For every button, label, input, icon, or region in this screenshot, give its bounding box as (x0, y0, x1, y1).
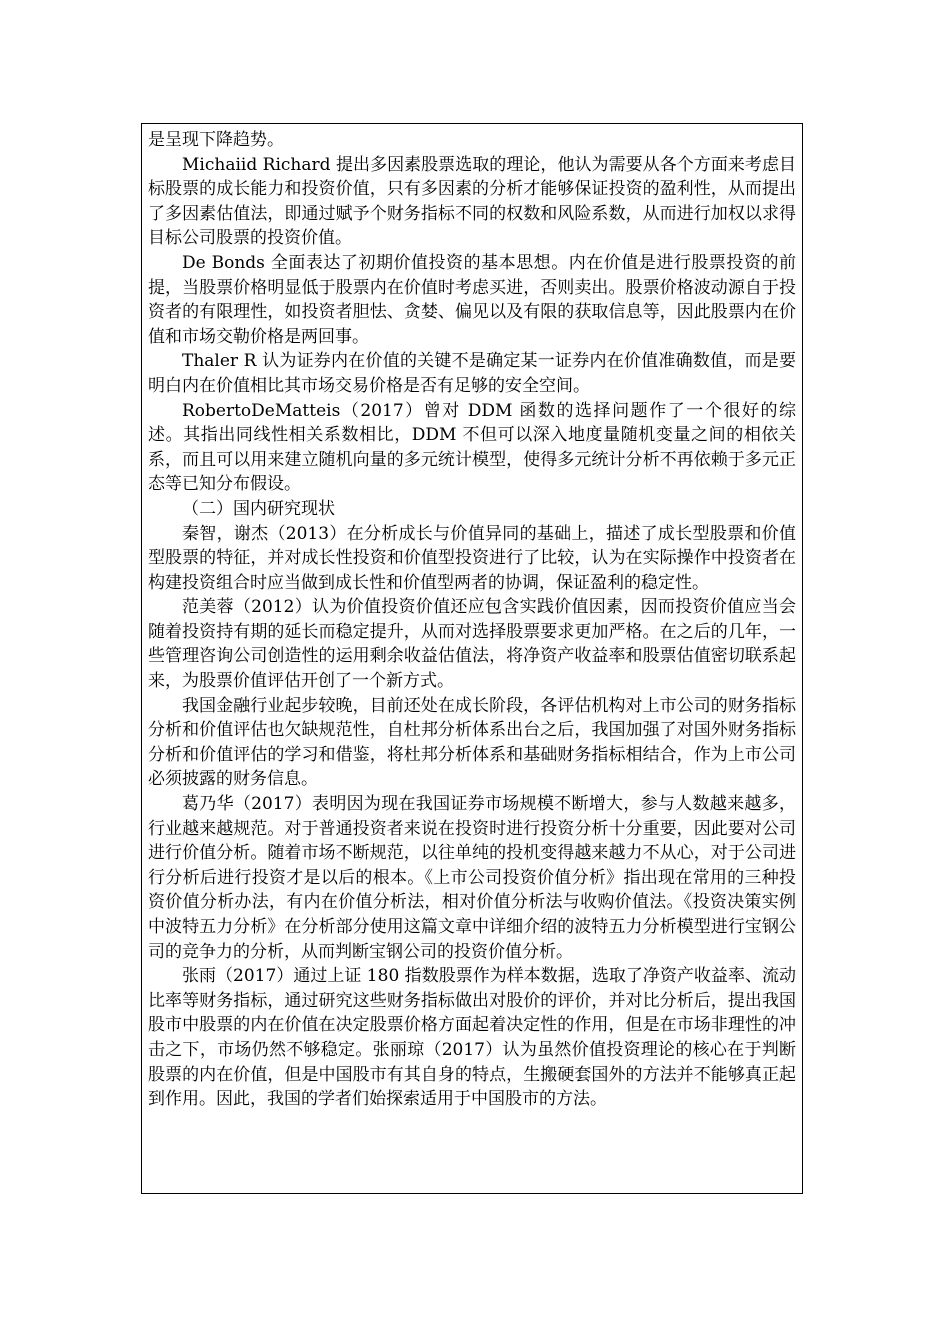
paragraph-thaler: Thaler R 认为证券内在价值的关键不是确定某一证券内在价值准确数值，而是要明白内在价值相比其市场交易价格是否有足够的安全空间。 (148, 351, 796, 396)
paragraph-qin-zhi: 秦智，谢杰（2013）在分析成长与价值异同的基础上，描述了成长型股票和价值型股票的特征，并对成长性投资和价值型投资进行了比较，认为在实际操作中投资者在构建投资组合时应当做到成长性和价值型两者的协调，保证盈利的稳定性。 (148, 523, 796, 593)
paragraph-de-bonds: De Bonds 全面表达了初期价值投资的基本思想。内在价值是进行股票投资的前提，当股票价格明显低于股票内在价值时考虑买进，否则卖出。股票价格波动源自于投资者的有限理性，如投资者胆怯、贪婪、偏见以及有限的获取信息等，因此股票内在价值和市场交勒价格是两回事。 (148, 252, 796, 347)
paragraph-finance-industry: 我国金融行业起步较晚，目前还处在成长阶段，各评估机构对上市公司的财务指标分析和价值评估也欠缺规范性，自杜邦分析体系出台之后，我国加强了对国外财务指标分析和价值评估的学习和借鉴，将杜邦分析体系和基础财务指标相结合，作为上市公司必须披露的财务信息。 (148, 695, 796, 790)
paragraph-zhang-yu: 张雨（2017）通过上证 180 指数股票作为样本数据，选取了净资产收益率、流动比率等财务指标，通过研究这些财务指标做出对股价的评价，并对比分析后，提出我国股市中股票的内在价值在决定股票价格方面起着决定性的作用，但是在市场非理性的冲击之下，市场仍然不够稳定。张丽琼（2017）认为虽然价值投资理论的核心在于判断股票的内在价值，但是中国股市有其自身的特点，生搬硬套国外的方法并不能够真正起到作用。因此，我国的学者们始探索适用于中国股市的方法。 (148, 966, 796, 1110)
paragraph-fan-meirong: 范美蓉（2012）认为价值投资价值还应包含实践价值因素，因而投资价值应当会随着投资持有期的延长而稳定提升，从而对选择股票要求更加严格。在之后的几年，一些管理咨询公司创造性的运用剩余收益估值法，将净资产收益率和股票估值密切联系起来，为股票价值评估开创了一个新方式。 (148, 597, 796, 692)
paragraph-michaiid-richard: Michaiid Richard 提出多因素股票选取的理论，他认为需要从各个方面来考虑目标股票的成长能力和投资价值，只有多因素的分析才能够保证投资的盈利性，从而提出了多因素估值法，即通过赋予个财务指标不同的权数和风险系数，从而进行加权以求得目标公司股票的投资价值。 (148, 154, 796, 249)
continuation-text: 是呈现下降趋势。 (148, 130, 284, 150)
paragraph-dematteis: RobertoDeMatteis（2017）曾对 DDM 函数的选择问题作了一个很好的综述。其指出同线性相关系数相比，DDM 不但可以深入地度量随机变量之间的相依关系，而且可以用来建立随机向量的多元统计模型，使得多元统计分析不再依赖于多元正态等已知分布假设。 (148, 400, 796, 495)
text-frame (141, 123, 803, 1194)
paragraph-ge-naihua: 葛乃华（2017）表明因为现在我国证券市场规模不断增大，参与人数越来越多，行业越来越规范。对于普通投资者来说在投资时进行投资分析十分重要，因此要对公司进行价值分析。随着市场不断规范，以往单纯的投机变得越来越力不从心，对于公司进行分析后进行投资才是以后的根本。《上市公司投资价值分析》指出现在常用的三种投资价值分析办法，有内在价值分析法，相对价值分析法与收购价值法。《投资决策实例中波特五力分析》在分析部分使用这篇文章中详细介绍的波特五力分析模型进行宝钢公司的竞争力的分析，从而判断宝钢公司的投资价值分析。 (148, 794, 796, 962)
section-heading-domestic: （二）国内研究现状 (182, 498, 335, 519)
